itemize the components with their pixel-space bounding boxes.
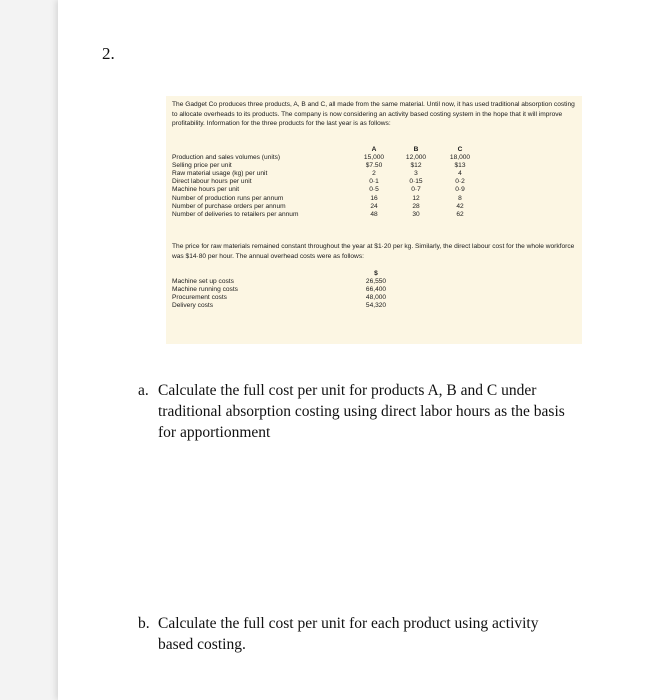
cell-a: $7.50	[365, 162, 383, 170]
cell-a: 24	[370, 202, 378, 210]
cell-c: 42	[456, 202, 464, 210]
overhead-label: Procurement costs	[172, 294, 227, 302]
cost-note: The price for raw materials remained constant throughout the year at $1·20 per kg. Similarly, the direct labour cost for the whole workforce was $14·80 per hour. The annual overhead costs were as follows:	[172, 243, 575, 260]
row-label: Selling price per unit	[172, 162, 232, 170]
part-a-text: Calculate the full cost per unit for products A, B and C under traditional absorption costing using direct labor hours as the basis for apportionment	[158, 382, 565, 441]
overhead-value: 48,000	[365, 294, 387, 302]
table-row	[172, 186, 578, 194]
cell-c: 8	[458, 194, 462, 202]
overhead-label: Machine running costs	[172, 286, 238, 294]
cell-a: 16	[370, 194, 378, 202]
cell-a: 15,000	[363, 154, 385, 162]
overhead-table	[172, 270, 578, 310]
cell-b: 12,000	[405, 154, 427, 162]
column-header: B	[413, 146, 419, 153]
cell-b: 3	[414, 170, 418, 178]
row-label: Number of deliveries to retailers per annum	[172, 210, 299, 218]
column-header: C	[457, 146, 463, 153]
cell-b: 0·15	[409, 178, 423, 186]
row-label: Production and sales volumes (units)	[172, 154, 281, 162]
cell-b: 28	[412, 202, 420, 210]
currency-header: $	[374, 270, 378, 277]
row-label: Direct labour hours per unit	[172, 178, 252, 186]
table-row	[172, 170, 578, 178]
table-row	[172, 178, 578, 186]
question-part-a	[138, 380, 568, 443]
column-header: A	[371, 146, 377, 153]
cell-a: 0·1	[369, 178, 379, 186]
overhead-row	[172, 294, 578, 302]
row-label: Raw material usage (kg) per unit	[172, 170, 268, 178]
cell-a: 48	[370, 210, 378, 218]
cell-a: 2	[372, 170, 376, 178]
overhead-row	[172, 302, 578, 310]
cell-b: 30	[412, 210, 420, 218]
row-label: Machine hours per unit	[172, 186, 240, 194]
table-row	[172, 162, 578, 170]
overhead-label: Machine set up costs	[172, 278, 234, 286]
cell-b: 12	[412, 194, 420, 202]
table-row	[172, 154, 578, 162]
overhead-row	[172, 286, 578, 294]
cell-c: 18,000	[449, 154, 471, 162]
cell-c: 62	[456, 210, 464, 218]
cell-c: 0·2	[455, 178, 465, 186]
overhead-value: 66,400	[365, 286, 387, 294]
overhead-label: Delivery costs	[172, 302, 214, 310]
question-number: 2.	[102, 44, 115, 63]
part-b-text: Calculate the full cost per unit for each product using activity based costing.	[158, 615, 539, 653]
row-label: Number of purchase orders per annum	[172, 202, 286, 210]
product-data-table	[172, 146, 578, 219]
textbook-excerpt	[166, 96, 582, 344]
cell-c: $13	[454, 162, 466, 170]
overhead-header-row	[172, 270, 578, 278]
table-row	[172, 211, 578, 219]
cell-a: 0·5	[369, 186, 379, 194]
cell-b: $12	[410, 162, 422, 170]
part-a-marker: a.	[138, 382, 149, 399]
row-label: Number of production runs per annum	[172, 194, 284, 202]
question-part-b	[138, 613, 568, 655]
overhead-value: 26,550	[365, 278, 387, 286]
part-b-marker: b.	[138, 615, 150, 632]
overhead-value: 54,320	[365, 302, 387, 310]
overhead-row	[172, 278, 578, 286]
excerpt-intro: The Gadget Co produces three products, A, B and C, all made from the same material. Until now, it has used traditional absorption costing to allocate overheads to its products. The company is now considering an activity based costing system in the hope that it will improve profitability. Information for the three products for the last year is as follows:	[172, 101, 575, 128]
table-row	[172, 195, 578, 203]
cell-c: 0·9	[455, 186, 465, 194]
cell-b: 0·7	[411, 186, 421, 194]
table-row	[172, 203, 578, 211]
cell-c: 4	[458, 170, 462, 178]
table-header-row	[172, 146, 578, 154]
